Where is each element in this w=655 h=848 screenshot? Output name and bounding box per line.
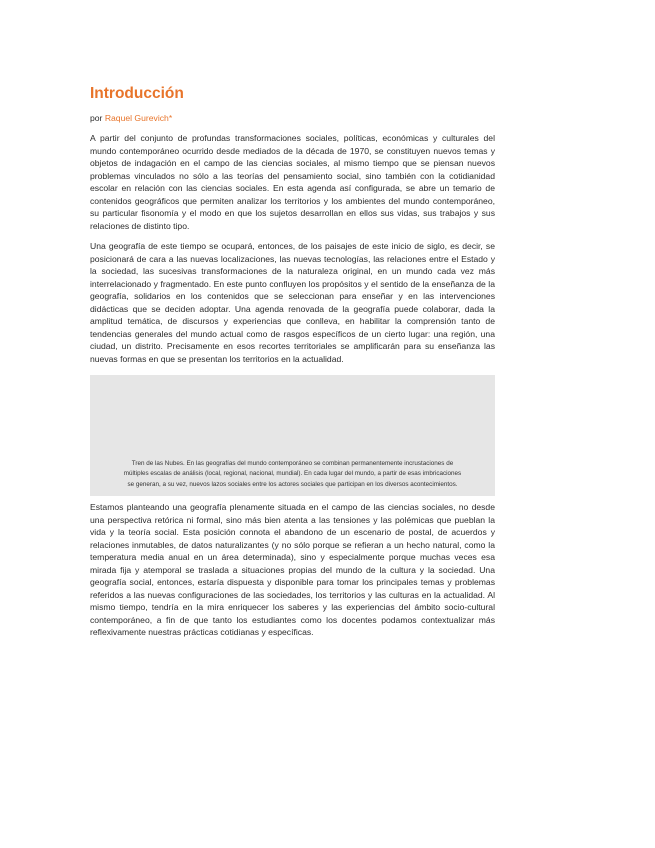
paragraph: Una geografía de este tiempo se ocupará, entonces, de los paisajes de este inicio de siglo, es decir, se posicionará de cara a las nuevas localizaciones, las nuevas tecnologías, las relaciones entre el Estado y la sociedad, las sucesivas transformaciones de la naturaleza original, en un mundo cada vez más interrelacionado y fragmentado. En este punto confluyen los propósitos y el sentido de la enseñanza de la geografía, solidarios en los contenidos que se seleccionan para enseñar y en las intervenciones didácticas que se deciden adoptar. Una agenda renovada de la geografía puede colaborar, dada la amplitud temática, de discursos y experiencias que conlleva, en habilitar la comprensión tanto de tendencias generales del mundo actual como de rasgos específicos de un cierto lugar: una región, una ciudad, un distrito. Precisamente en esos recortes territoriales se amplificarán para su enseñanza las nuevas formas en que se presentan los territorios en la actualidad.: [90, 241, 495, 364]
article: [90, 84, 495, 639]
author-name: Raquel Gurevich*: [104, 113, 173, 123]
figure-placeholder: [90, 375, 495, 496]
paragraph: Estamos planteando una geografía plenamente situada en el campo de las ciencias sociales, no desde una perspectiva retórica ni formal, sino más bien atenta a las tensiones y las polémicas que pueblan la vida y la teoría social. Esta posición connota el abandono de un escenario de postal, de acuerdos y relaciones inmutables, de datos naturalizantes (y no sólo porque se refieran a un hecho natural, como la temperatura media anual en un área determinada), sino y especialmente porque muchas veces esa mirada fija y atemporal se traslada a situaciones propias del mundo de la cultura y la sociedad. Una geografía social, entonces, estaría dispuesta y disponible para tomar los principales temas y problemas referidos a las nuevas configuraciones de las sociedades, los territorios y las culturas en la actualidad. Al mismo tiempo, tendría en la mira enriquecer los saberes y las experiencias del ámbito socio-cultural contemporáneo, a fin de que tanto los estudiantes como los docentes podamos contextualizar más reflexivamente nuestras prácticas cotidianas y específicas.: [90, 502, 495, 637]
byline-prefix: por: [90, 113, 105, 123]
paragraph: A partir del conjunto de profundas transformaciones sociales, políticas, económicas y culturales del mundo contemporáneo ocurrido desde mediados de la década de 1970, se constituyen nuevos temas y objetos de indagación en el campo de las ciencias sociales, al mismo tiempo que se piensan nuevos problemas vinculados no sólo a las teorías del pensamiento social, sino también con la cotidianidad escolar en relación con las ciencias sociales. En esta agenda así configurada, se abre un temario de contenidos geográficos que permiten analizar los territorios y los ambientes del mundo contemporáneo, su particular fisonomía y el modo en que los sujetos desarrollan en ellos sus vidas, sus trabajos y sus relaciones de distinto tipo.: [90, 133, 495, 231]
byline: [90, 113, 495, 124]
page-title: Introducción: [90, 85, 184, 102]
figure-caption: Tren de las Nubes. En las geografías del mundo contemporáneo se combinan permanentemente incrustaciones de múltiples escalas de análisis (local, regional, nacional, mundial). En cada lugar del mundo, a partir de esas imbricaciones se generan, a su vez, nuevos lazos sociales entre los actores sociales que participan en los diversos acontecimientos.: [123, 459, 462, 488]
